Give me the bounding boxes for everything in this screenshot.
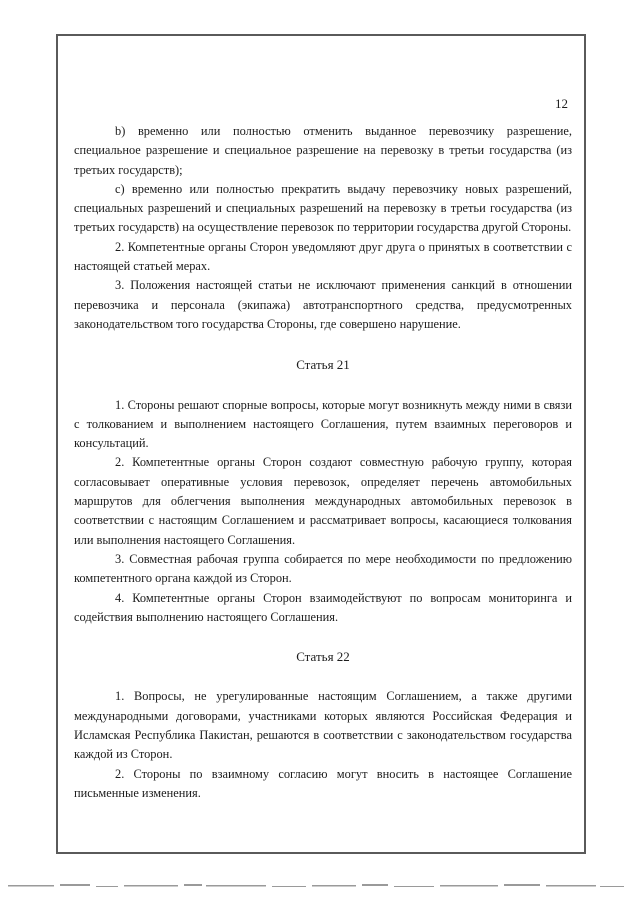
article-22-paragraph-1: 1. Вопросы, не урегулированные настоящим Соглашением, а также другими международными договорами, участниками которых являются Российская Федерация и Исламская Республика Пакистан, решаются в соответствии с законодательством государства каждой из Сторон. xyxy=(74,689,572,762)
article-21-title: Статья 21 xyxy=(296,357,350,373)
document-body xyxy=(74,122,572,803)
paragraph-3: 3. Положения настоящей статьи не исключают применения санкций в отношении перевозчика и персонала (экипажа) автотранспортного средства, предусмотренных законодательством того государства Стороны, где совершено нарушение. xyxy=(74,278,572,331)
article-21-paragraph-2: 2. Компетентные органы Сторон создают совместную рабочую группу, которая согласовывает оперативные условия перевозок, определяет перечень автомобильных маршрутов для облегчения выполнения международных автомобильных перевозок в соответствии с настоящим Соглашением и рассматривает вопросы, касающиеся толкования или выполнения настоящего Соглашения. xyxy=(74,455,572,547)
article-21-paragraph-4: 4. Компетентные органы Сторон взаимодействуют по вопросам мониторинга и содействия выполнению настоящего Соглашения. xyxy=(74,590,572,624)
article-22-title: Статья 22 xyxy=(296,649,350,665)
paragraph-2: 2. Компетентные органы Сторон уведомляют друг друга о принятых в соответствии с настоящей статьей мерах. xyxy=(74,239,572,274)
article-22-paragraph-2: 2. Стороны по взаимному согласию могут вносить в настоящее Соглашение письменные изменения. xyxy=(74,766,572,800)
article-21-paragraph-3: 3. Совместная рабочая группа собирается по мере необходимости по предложению компетентного органа каждой из Сторон. xyxy=(74,551,572,586)
scan-noise-strip xyxy=(0,882,640,890)
page-number: 12 xyxy=(555,96,568,111)
paragraph-c: c) временно или полностью прекратить выдачу перевозчику новых разрешений, специальных разрешений и специальных разрешений на перевозку в третьи государства (из третьих государств) на осуществление перевозок по территории государства другой Стороны. xyxy=(74,181,572,235)
article-21-paragraph-1: 1. Стороны решают спорные вопросы, которые могут возникнуть между ними в связи с толкованием и выполнением настоящего Соглашения, путем взаимных переговоров и консультаций. xyxy=(74,397,572,451)
paragraph-b: b) временно или полностью отменить выданное перевозчику разрешение, специальное разрешение и специальное разрешение на перевозку в третьи государства (из третьих государств); xyxy=(74,124,572,177)
